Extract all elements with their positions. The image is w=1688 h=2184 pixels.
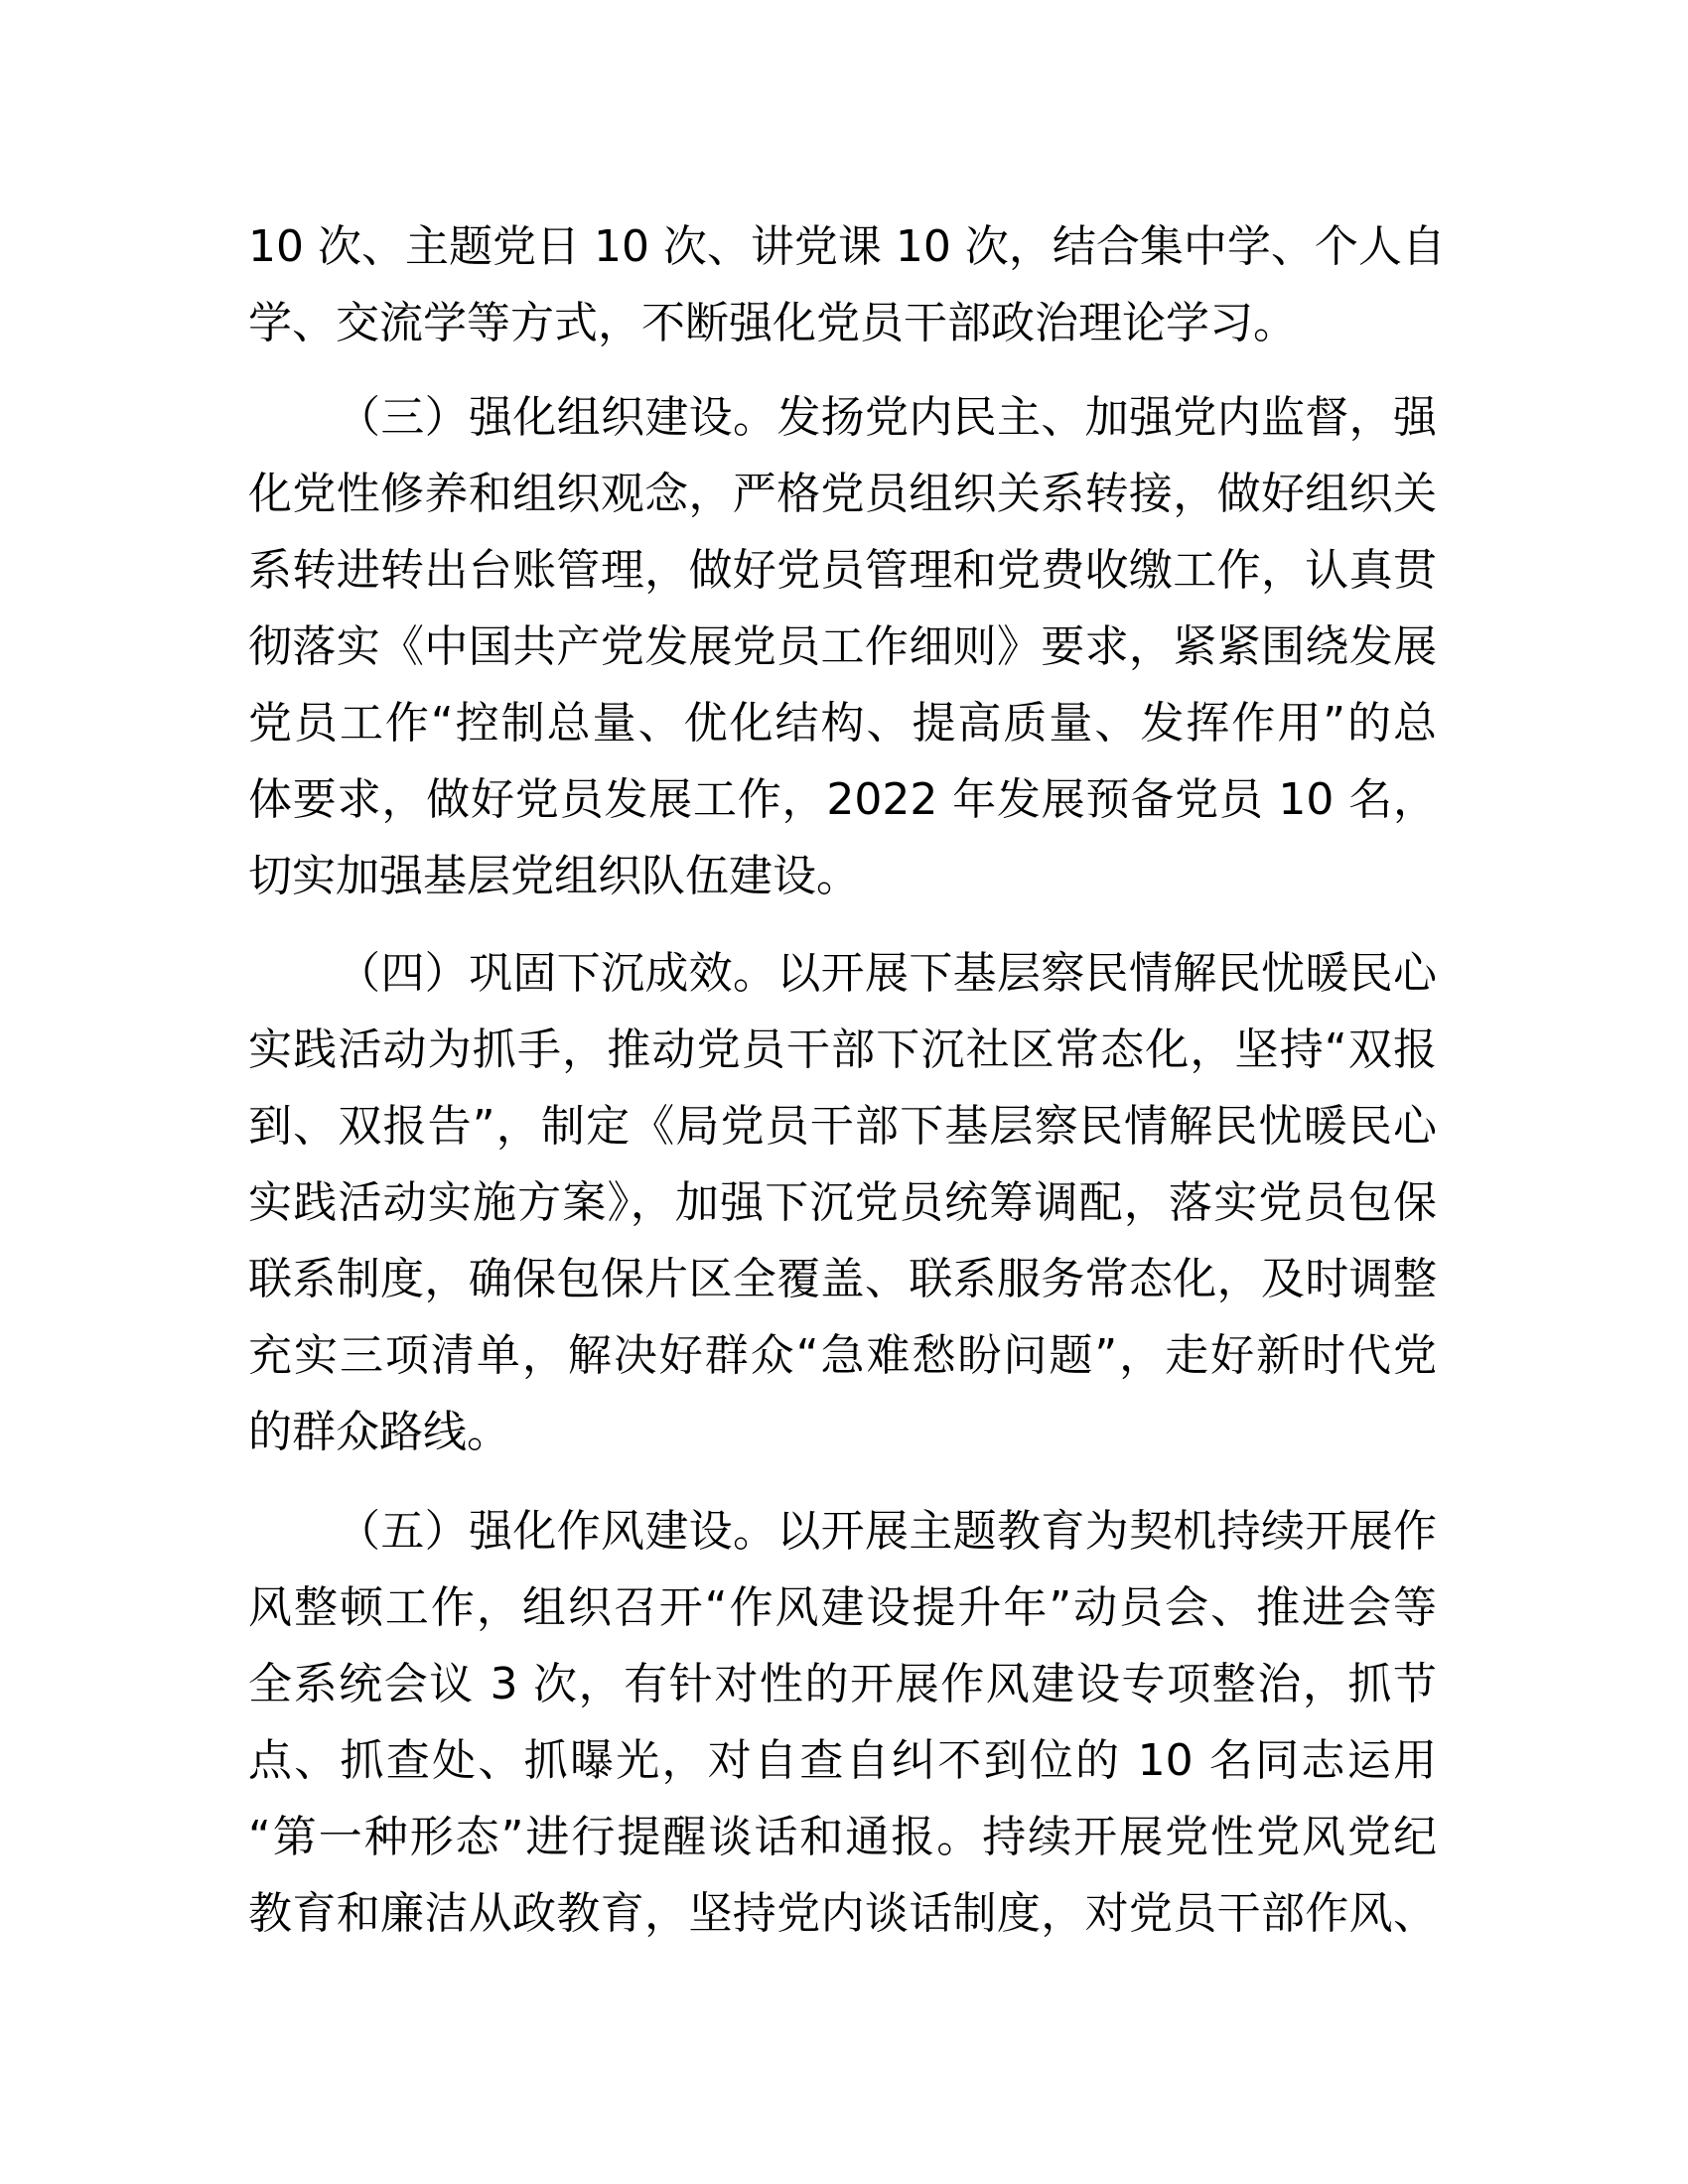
text-line: 点、抓查处、抓曝光，对自查自纠不到位的 10 名同志运用 — [248, 1735, 1437, 1786]
paragraph-heading-line: （五）强化作风建设。以开展主题教育为契机持续开展作 — [337, 1506, 1437, 1557]
text-line: 10 次、主题党日 10 次、讲党课 10 次，结合集中学、个人自 — [248, 221, 1446, 272]
text-line: 体要求，做好党员发展工作，2022 年发展预备党员 10 名， — [248, 774, 1437, 825]
paragraph-heading-line: （三）强化组织建设。发扬党内民主、加强党内监督，强 — [337, 392, 1437, 443]
text-line: 教育和廉洁从政教育，坚持党内谈话制度，对党员干部作风、 — [248, 1888, 1437, 1939]
text-line: 的群众路线。 — [248, 1407, 510, 1457]
text-line: 化党性修养和组织观念，严格党员组织关系转接，做好组织关 — [248, 469, 1437, 519]
text-line: 充实三项清单，解决好群众“急难愁盼问题”，走好新时代党 — [248, 1330, 1437, 1381]
text-line: 切实加强基层党组织队伍建设。 — [248, 851, 860, 901]
text-line: 学、交流学等方式，不断强化党员干部政治理论学习。 — [248, 298, 1297, 348]
text-line: 系转进转出台账管理，做好党员管理和党费收缴工作，认真贯 — [248, 545, 1437, 596]
text-line: 到、双报告”，制定《局党员干部下基层察民情解民忧暖民心 — [248, 1101, 1437, 1152]
text-line: 实践活动为抓手，推动党员干部下沉社区常态化，坚持“双报 — [248, 1024, 1437, 1075]
text-line: “第一种形态”进行提醒谈话和通报。持续开展党性党风党纪 — [248, 1812, 1437, 1862]
text-line: 党员工作“控制总量、优化结构、提高质量、发挥作用”的总 — [248, 698, 1437, 749]
text-line: 风整顿工作，组织召开“作风建设提升年”动员会、推进会等 — [248, 1582, 1437, 1633]
paragraph-heading-line: （四）巩固下沉成效。以开展下基层察民情解民忧暖民心 — [337, 948, 1437, 999]
text-line: 联系制度，确保包保片区全覆盖、联系服务常态化，及时调整 — [248, 1254, 1437, 1304]
text-line: 全系统会议 3 次，有针对性的开展作风建设专项整治，抓节 — [248, 1659, 1437, 1709]
text-line: 实践活动实施方案》，加强下沉党员统筹调配，落实党员包保 — [248, 1177, 1437, 1228]
text-line: 彻落实《中国共产党发展党员工作细则》要求，紧紧围绕发展 — [248, 621, 1437, 672]
